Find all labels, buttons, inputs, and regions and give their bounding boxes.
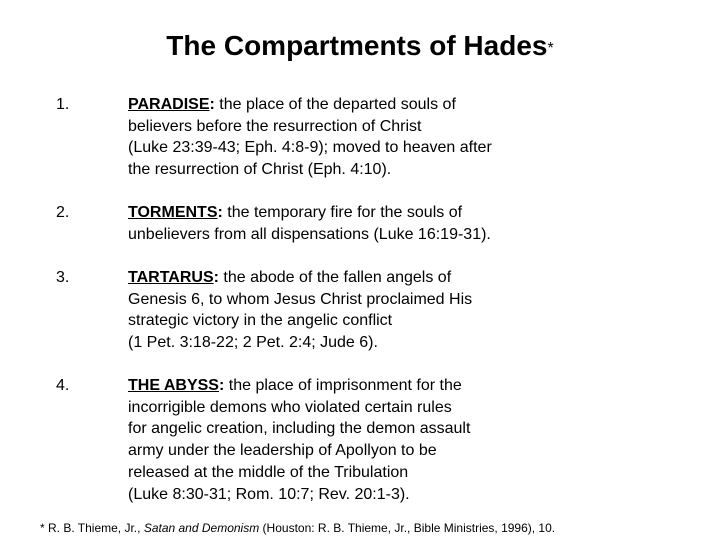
item-body [128,375,688,505]
item-body [128,202,688,245]
item-number: 2. [56,204,70,221]
item-term: TARTARUS [128,269,214,286]
item-colon: : [217,204,223,221]
item-line: unbelievers from all dispensations (Luke 16:19-31). [128,225,491,243]
item-line: (1 Pet. 3:18-22; 2 Pet. 2:4; Jude 6). [128,334,378,352]
item-text: the abode of the fallen angels of [218,269,452,286]
item-line: strategic victory in the angelic conflict [128,312,393,330]
footnote [40,521,555,535]
title-text: The Compartments of Hades [166,30,548,61]
item-line [128,267,688,289]
item-line [128,202,688,224]
footnote-marker: * [547,40,554,57]
item-colon: : [209,96,215,113]
item-line: believers before the resurrection of Christ [128,117,422,135]
item-term: TORMENTS [128,204,218,221]
footnote-book-title: Satan and Demonism [143,521,260,535]
item-number: 3. [56,269,70,286]
item-line: Genesis 6, to whom Jesus Christ proclaimed His [128,290,473,308]
item-line: released at the middle of the Tribulation [128,463,409,481]
item-text: the place of imprisonment for the [224,377,462,394]
item-colon: : [213,269,219,286]
item-line [128,94,688,116]
item-line: for angelic creation, including the demon assault [128,420,471,438]
item-line: army under the leadership of Apollyon to be [128,442,437,460]
item-colon: : [218,377,225,394]
item-number: 1. [56,96,70,113]
item-text: the place of the departed souls of [214,96,456,113]
item-body [128,267,688,354]
item-line: (Luke 8:30-31; Rom. 10:7; Rev. 20:1-3). [128,485,410,503]
footnote-prefix: * R. B. Thieme, Jr., [40,521,144,535]
item-line: the resurrection of Christ (Eph. 4:10). [128,161,392,179]
item-line: incorrigible demons who violated certain rules [128,398,452,416]
item-line: (Luke 23:39-43; Eph. 4:8-9); moved to heaven after [128,139,492,157]
item-text: the temporary fire for the souls of [222,204,463,221]
item-term: THE ABYSS [128,377,219,394]
page-title [0,28,720,67]
item-body [128,94,688,181]
item-number: 4. [56,377,70,394]
item-line [128,375,688,397]
footnote-suffix: (Houston: R. B. Thieme, Jr., Bible Ministries, 1996), 10. [259,521,556,535]
item-term: PARADISE [128,96,210,113]
